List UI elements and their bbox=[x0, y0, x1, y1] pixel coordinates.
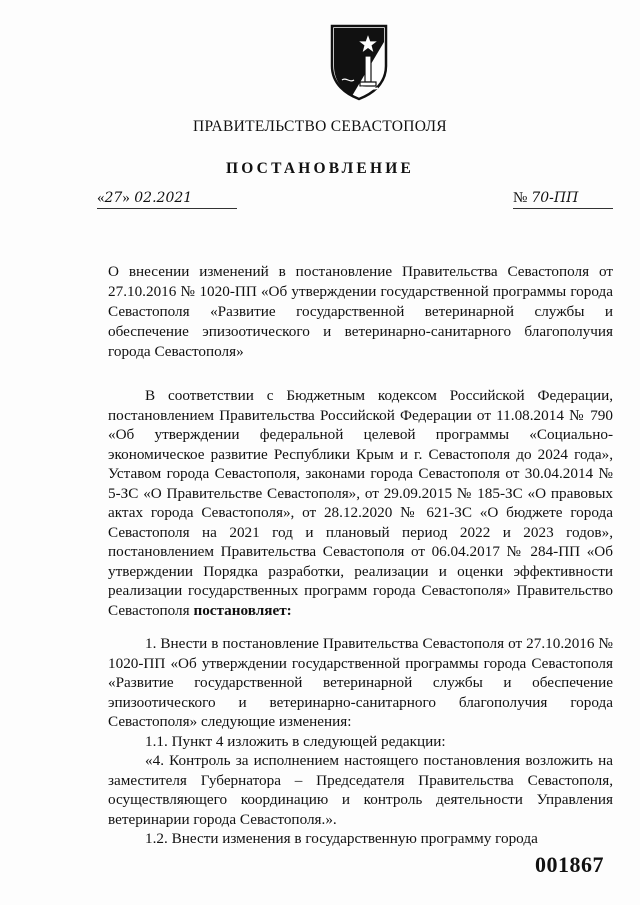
date-day: 27 bbox=[104, 190, 123, 206]
date-open-quote: « bbox=[97, 190, 105, 206]
document-number bbox=[513, 190, 613, 209]
preamble-text: В соответствии с Бюджетным кодексом Российской Федерации, постановлением Правительства Российской Федерации от 11.08.2014 № 790 «Об утверждении федеральной целевой программы «Социально-экономическое развитие Республики Крым и г. Севастополя до 2024 года», Уставом города Севастополя, законами города Севастополя от 30.04.2014 № 5-ЗС «О Правительстве Севастополя», от 29.09.2015 № 185-ЗС «О правовых актах города Севастополя», от 28.12.2020 № 621-ЗС «О бюджете города Севастополя на 2021 год и плановый период 2022 и 2023 годов», постановлением Правительства Севастополя от 06.04.2017 № 284-ПП «Об утверждении Порядка разработки, реализации и оценки эффективности реализации государственных программ города Севастополя» Правительство Севастополя bbox=[108, 387, 613, 619]
quoted-item-4: «4. Контроль за исполнением настоящего постановления возложить на заместителя Губернатора – Председателя Правительства Севастополя, осуществляющего координацию и контроль деятельности Управления ветеринарии города Севастополя.». bbox=[108, 752, 613, 828]
item-1-1: 1.1. Пункт 4 изложить в следующей редакции: bbox=[145, 732, 446, 750]
coat-of-arms-icon bbox=[328, 22, 390, 102]
item-1: 1. Внести в постановление Правительства Севастополя от 27.10.2016 № 1020-ПП «Об утверждении государственной программы города Севастополя «Развитие государственной ветеринарной службы и обеспечение эпизоотического и ветеринарно-санитарного благополучия города Севастополя» следующие изменения: bbox=[108, 635, 613, 730]
organization-name: ПРАВИТЕЛЬСТВО СЕВАСТОПОЛЯ bbox=[193, 118, 447, 135]
document-date bbox=[97, 190, 237, 209]
number-value: 70-ПП bbox=[531, 190, 579, 206]
preamble-paragraph bbox=[108, 386, 613, 620]
date-close-quote: » bbox=[122, 190, 130, 206]
document-subject: О внесении изменений в постановление Правительства Севастополя от 27.10.2016 № 1020-ПП «Об утверждении государственной программы города Севастополя «Развитие государственной ветеринарной службы и обеспечение эпизоотического и ветеринарно-санитарного благополучия города Севастополя» bbox=[108, 263, 613, 360]
serial-number: 001867 bbox=[535, 852, 604, 877]
document-type: ПОСТАНОВЛЕНИЕ bbox=[225, 160, 415, 177]
item-1-2: 1.2. Внести изменения в государственную программу города bbox=[145, 830, 538, 847]
decree-word: постановляет: bbox=[193, 601, 292, 619]
number-sign: № bbox=[513, 190, 528, 206]
document-body bbox=[108, 386, 613, 849]
date-month-year: 02.2021 bbox=[129, 190, 193, 206]
